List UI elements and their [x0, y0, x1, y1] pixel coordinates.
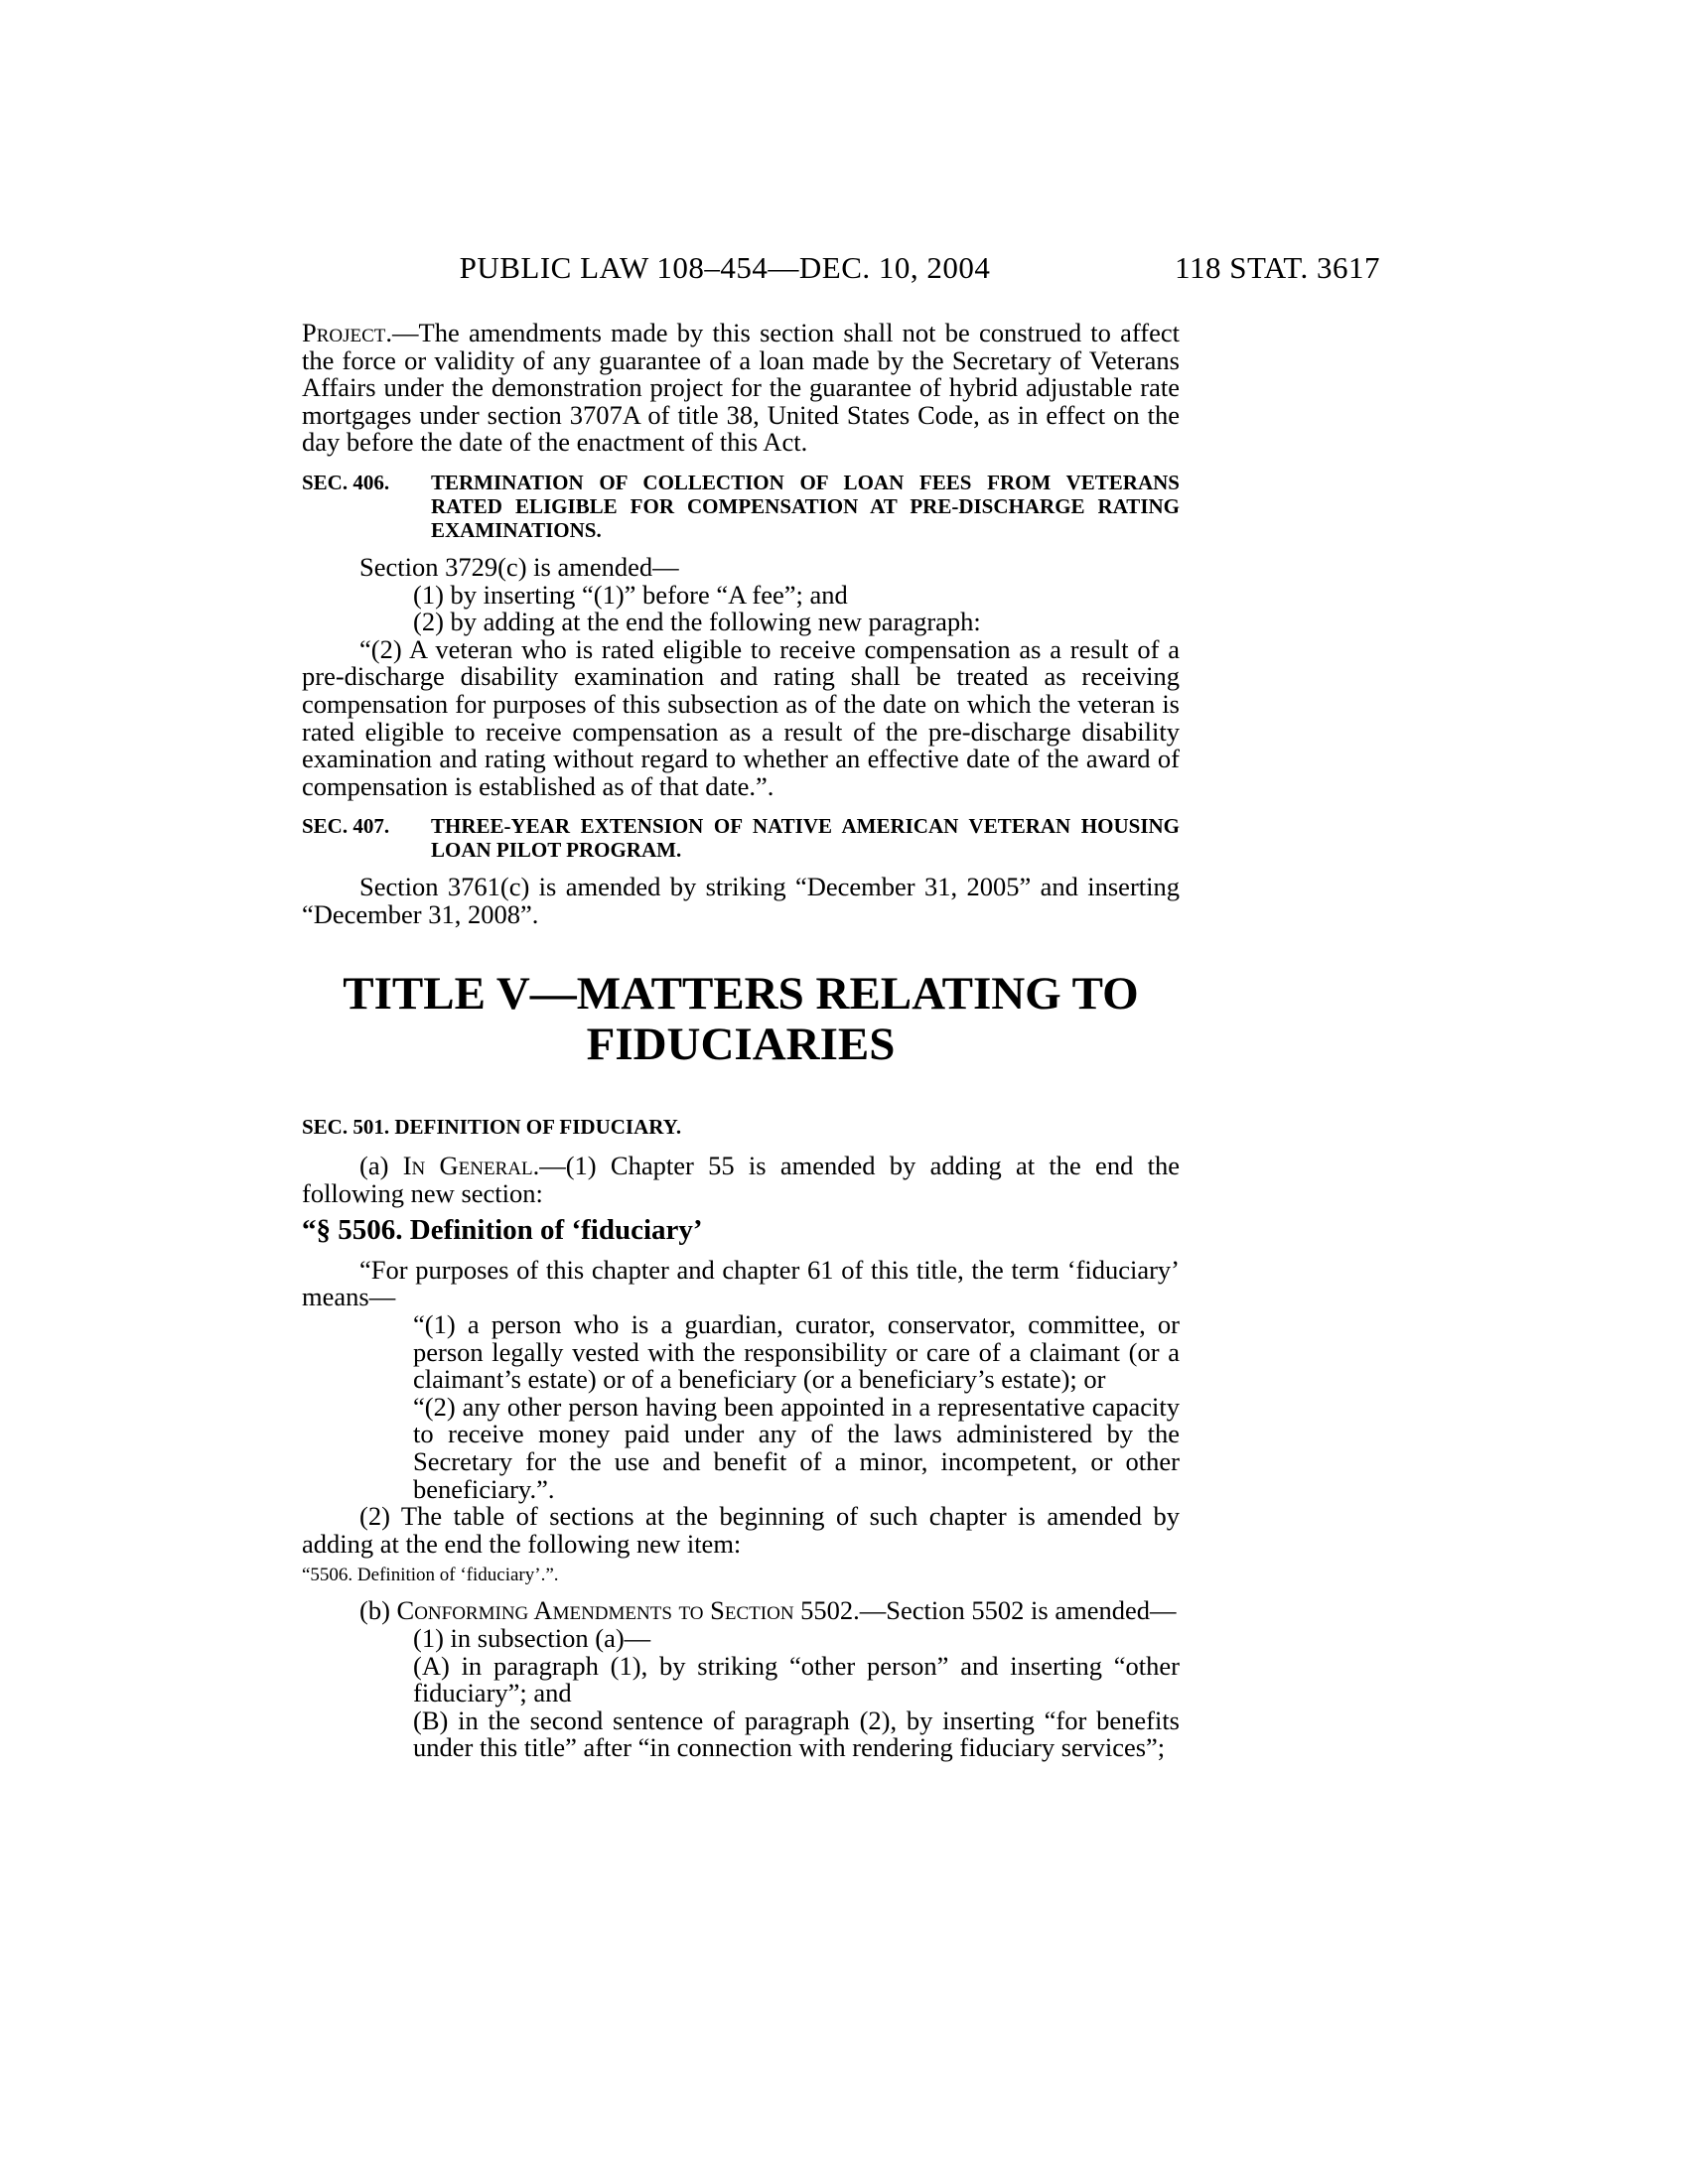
sec-407-text: Section 3761(c) is amended by striking “December 31, 2005” and inserting “December 31, 2008”.	[302, 872, 1180, 929]
title-line-1: TITLE V—MATTERS RELATING TO	[343, 967, 1139, 1020]
new-section-5506-heading: “§ 5506. Definition of ‘fiduciary’	[302, 1214, 703, 1247]
sec-501-heading: SEC. 501. DEFINITION OF FIDUCIARY.	[302, 1114, 682, 1139]
sec-406-quote: “(2) A veteran who is rated eligible to receive compensation as a result of a pre-discharge disability examination and rating shall be treated as receiving compensation for purposes of this subsection as of the date on which the veteran is rated eligible to receive compensation as a result of the pre-discharge disability examination and rating without regard to whether an effective date of the award of compensation is established as of that date.”.	[302, 633, 1180, 801]
sec-501-b-B: (B) in the second sentence of paragraph (2), by inserting “for benefits under this title” after “in connection with rendering fiduciary services”;	[413, 1705, 1180, 1763]
table-amendment: (2) The table of sections at the beginning of such chapter is amended by adding at the end the following new item:	[302, 1501, 1180, 1559]
sec-407-number: SEC. 407.	[302, 814, 390, 839]
definition-1	[302, 1311, 1180, 1394]
sec-407-heading	[302, 814, 1180, 862]
sec-406-item-2: (2) by adding at the end the following new paragraph:	[413, 607, 981, 637]
sec-501-b-open: (b)	[359, 1595, 397, 1626]
definition-intro: “For purposes of this chapter and chapter 61 of this title, the term ‘fiduciary’ means—	[302, 1254, 1180, 1312]
statute-page-number: 118 STAT. 3617	[1175, 250, 1380, 285]
title-line-2: FIDUCIARIES	[586, 1018, 896, 1070]
title-v-heading	[302, 969, 1180, 1070]
sec-501-b-1: (1) in subsection (a)—	[413, 1623, 651, 1653]
body-text	[302, 320, 1180, 1762]
sec-406-heading	[302, 471, 1180, 542]
sec-501-a-lead: In General	[402, 1151, 533, 1181]
sec-501-b-A: (A) in paragraph (1), by striking “other person” and inserting “other fiduciary”; and	[413, 1650, 1180, 1708]
sec-501-b	[302, 1597, 1180, 1625]
table-item: “5506. Definition of ‘fiduciary’.”.	[302, 1565, 559, 1586]
sec-501-a-text: .—(1) Chapter 55 is amended by adding at the end the following new section:	[302, 1151, 1180, 1208]
running-header: PUBLIC LAW 108–454—DEC. 10, 2004	[459, 250, 991, 285]
sec-407-title: THREE-YEAR EXTENSION OF NATIVE AMERICAN VETERAN HOUSING LOAN PILOT PROGRAM.	[431, 814, 1180, 863]
project-paragraph	[302, 320, 1180, 457]
sec-406-intro: Section 3729(c) is amended—	[359, 551, 679, 582]
sec-406-title: TERMINATION OF COLLECTION OF LOAN FEES FROM VETERANS RATED ELIGIBLE FOR COMPENSATION AT PRE-DISCHARGE RATING EXAMINATIONS.	[431, 470, 1180, 542]
definition-1-text: “(1) a person who is a guardian, curator, conservator, committee, or person legally vested with the responsibility or care of a claimant (or a claimant’s estate) or of a beneficiary (or a beneficiary’s estate); or	[413, 1309, 1180, 1395]
sec-501-a	[302, 1153, 1180, 1207]
sec-406-number: SEC. 406.	[302, 470, 390, 494]
sec-501-b-text: 5502.—Section 5502 is amended—	[793, 1595, 1177, 1626]
project-text: .—The amendments made by this section shall not be construed to affect the force or validity of any guarantee of a loan made by the Secretary of Veterans Affairs under the demonstration project for the guarantee of hybrid adjustable rate mortgages under section 3707A of title 38, United States Code, as in effect on the day before the date of the enactment of this Act.	[302, 318, 1180, 458]
sec-501-b-lead: Conforming Amendments to Section	[396, 1595, 794, 1626]
definition-2: “(2) any other person having been appointed in a representative capacity to receive money paid under any of the laws administered by the Secretary for the use and benefit of a minor, incompetent, or other beneficiary.”.	[413, 1391, 1180, 1504]
sec-501-a-open: (a)	[359, 1151, 403, 1181]
project-lead: Project	[302, 318, 386, 347]
sec-406-item-1: (1) by inserting “(1)” before “A fee”; and	[413, 579, 848, 610]
